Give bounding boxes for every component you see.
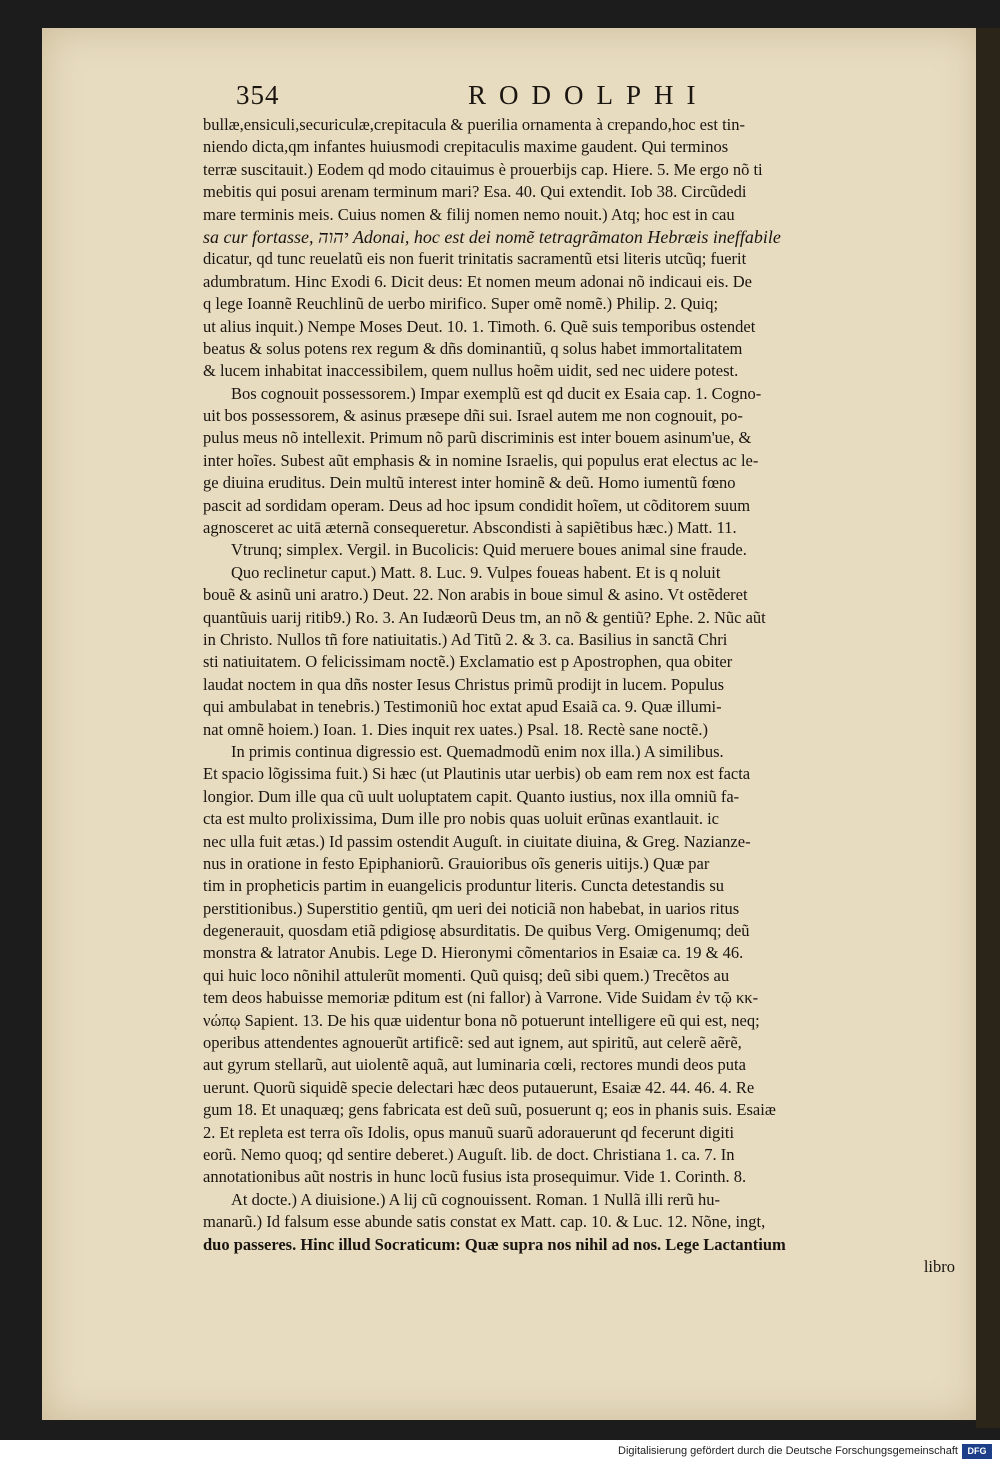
footer-bar: [0, 1440, 1000, 1464]
text-line: annotationibus aũt nostris in hunc locũ fusius ista prosequimur. Vide 1. Corinth. 8.: [203, 1167, 747, 1187]
text-line: Vtrunq; simplex. Vergil. in Bucolicis: Quid meruere boues animal sine fraude.: [231, 540, 747, 560]
text-line: operibus attendentes agnouerũt artificẽ: sed aut ignem, aut spiritũ, aut celerẽ aẽrẽ,: [203, 1033, 742, 1053]
text-line: pascit ad sordidam operam. Deus ad hoc ipsum condidit hoĩem, ut cõditorem suum: [203, 495, 751, 515]
running-title: RODOLPHI: [468, 80, 709, 110]
text-line: inter hoĩes. Subest aũt emphasis & in nomine Israelis, qui populus erat electus ac le-: [203, 450, 759, 470]
text-line: pulus meus nõ intellexit. Primum nõ parũ discriminis est inter bouem asinum'ue, &: [203, 428, 752, 448]
text-line: sa cur fortasse, יהוה Adonai, hoc est dei nomẽ tetragrãmaton Hebræis ineffabile: [203, 226, 781, 247]
text-line: At docte.) A diuisione.) A lij cũ cognouissent. Roman. 1 Nullã illi rerũ hu-: [231, 1189, 720, 1209]
text-line: Bos cognouit possessorem.) Impar exemplũ est qd ducit ex Esaia cap. 1. Cogno-: [231, 383, 762, 403]
text-line: eorũ. Nemo quoq; qd sentire deberet.) Auguſt. lib. de doct. Christiana 1. ca. 7. In: [203, 1144, 735, 1164]
text-line: tim in propheticis partim in euangelicis produntur literis. Cuncta detestandis su: [203, 876, 725, 896]
text-line: laudat noctem in qua dñs noster Iesus Christus primũ prodijt in lucem. Populus: [203, 674, 725, 694]
text-line: 2. Et repleta est terra oĩs Idolis, opus manuũ suarũ adorauerunt qd fecerunt digiti: [203, 1122, 735, 1142]
text-line: sti natiuitatem. O felicissimam noctẽ.) Exclamatio est p Apostrophen, qua obiter: [203, 652, 733, 672]
text-line: manarũ.) Id falsum esse abunde satis constat ex Matt. cap. 10. & Luc. 12. Nõne, ingt,: [203, 1212, 766, 1232]
text-line: & lucem inhabitat inaccessibilem, quem nullus hoẽm uidit, sed nec uidere potest.: [203, 361, 739, 381]
text-line: quantũuis uarij ritib9.) Ro. 3. An Iudæorũ Deus tm, an nõ & gentiũ? Ephe. 2. Nũc aũt: [203, 607, 766, 627]
text-line: cta est multo prolixissima, Dum ille pro nobis quas uoluit erũnas exantlauit. ic: [203, 809, 719, 829]
text-line: q lege Ioannẽ Reuchlinũ de uerbo mirifico. Super omẽ nomẽ.) Philip. 2. Quiq;: [203, 294, 719, 314]
text-line: mare terminis meis. Cuius nomen & filij nomen nemo nouit.) Atq; hoc est in cau: [203, 204, 735, 224]
text-line: uit bos possessorem, & asinus præsepe dñi sui. Israel autem me non cognouit, po-: [203, 406, 743, 426]
text-line: nec ulla fuit ætas.) Id passim ostendit Auguſt. in ciuitate diuina, & Greg. Nazianze-: [203, 831, 751, 851]
text-line: degenerauit, quosdam etiã pdigiosę absurditatis. De quibus Verg. Omigenumq; deũ: [203, 921, 750, 941]
text-line: agnosceret ac uitā æternã consequeretur. Abscondisti à sapiẽtibus hæc.) Matt. 11.: [203, 518, 737, 538]
text-line: bullæ,ensiculi,securiculæ,crepitacula & puerilia ornamenta à crepando,hoc est tin-: [203, 115, 746, 134]
body-text: [203, 114, 963, 1278]
text-line: adumbratum. Hinc Exodi 6. Dicit deus: Et nomen meum adonai nõ indicaui eis. De: [203, 271, 752, 291]
text-line: Quo reclinetur caput.) Matt. 8. Luc. 9. Vulpes foueas habent. Et is q noluit: [231, 562, 721, 582]
text-line: nat omnẽ hoiem.) Ioan. 1. Dies inquit rex uates.) Psal. 18. Rectè sane noctẽ.): [203, 719, 708, 739]
text-line: qui ambulabat in tenebris.) Testimoniũ hoc extat apud Esaiã ca. 9. Quæ illumi-: [203, 697, 722, 717]
text-line: libro: [923, 1256, 955, 1276]
text-line: beatus & solus potens rex regum & dñs dominantiũ, q solus habet immortalitatem: [203, 338, 743, 358]
text-line: aut gyrum stellarũ, aut uiolentẽ aquã, aut luminaria cœli, rectores mundi deos puta: [203, 1055, 746, 1075]
text-line: dicatur, qd tunc reuelatũ eis non fuerit trinitatis sacramentũ etsi literis utcũq; fuerit: [203, 249, 747, 269]
text-line: gum 18. Et unaquæq; gens fabricata est deũ suũ, posuerunt q; eos in phanis suis. Esaiæ: [203, 1100, 776, 1120]
text-line: niendo dicta,qm infantes huiusmodi crepitaculis maxime gaudent. Qui terminos: [203, 137, 729, 157]
text-line: bouẽ & asinũ uni aratro.) Deut. 22. Non arabis in boue simul & asino. Vt ostẽderet: [203, 585, 748, 605]
text-line: ut alius inquit.) Nempe Moses Deut. 10. 1. Timoth. 6. Quẽ suis temporibus ostendet: [203, 316, 756, 336]
text-line: ge diuina eruditus. Dein multũ interest inter hominẽ & deũ. Homo iumentũ fœno: [203, 473, 736, 493]
dfg-logo: DFG: [962, 1444, 992, 1459]
text-line: perstitionibus.) Superstitio gentiũ, qm ueri dei noticiã non habebat, in uarios ritus: [203, 898, 740, 918]
text-line: in Christo. Nullos tñ fore natiuitatis.) Ad Titũ 2. & 3. ca. Basilius in sanctã Chri: [203, 629, 728, 649]
page-edge-shadow: [976, 28, 1000, 1428]
text-line: uerunt. Quorũ siquidẽ specie delectari hæc deos putauerunt, Esaiæ 42. 44. 46. 4. Re: [203, 1077, 755, 1097]
page-number: 354: [236, 80, 280, 110]
page-header: [236, 80, 976, 116]
text-line: qui huic loco nõnihil attulerũt momenti. Quũ quisq; deũ sibi quem.) Trecẽtos au: [203, 965, 730, 985]
text-line: nus in oratione in festo Epiphaniorũ. Grauioribus oĩs generis uitijs.) Quæ par: [203, 853, 710, 873]
text-line: Et spacio lõgissima fuit.) Si hæc (ut Plautinis utar uerbis) ob eam rem nox est facta: [203, 764, 751, 784]
text-line: terræ suscitauit.) Eodem qd modo citauimus è prouerbijs cap. Hiere. 5. Me ergo nõ ti: [203, 159, 763, 179]
text-line: νώπῳ Sapient. 13. De his quæ uidentur bona nõ potuerunt intelligere eũ qui est, neq;: [203, 1010, 760, 1030]
text-line: In primis continua digressio est. Quemadmodũ enim nox illa.) A similibus.: [231, 741, 724, 761]
text-line: duo passeres. Hinc illud Socraticum: Quæ supra nos nihil ad nos. Lege Lactantium: [203, 1234, 786, 1254]
text-line: monstra & latrator Anubis. Lege D. Hieronymi cõmentarios in Esaiæ ca. 19 & 46.: [203, 943, 744, 963]
text-line: mebitis qui posui arenam terminum mari? Esa. 40. Qui extendit. Iob 38. Circũdedi: [203, 182, 747, 202]
funding-notice: Digitalisierung gefördert durch die Deutsche Forschungsgemeinschaft: [618, 1445, 958, 1457]
text-line: tem deos habuisse memoriæ pditum est (ni fallor) à Varrone. Vide Suidam ἐν τῷ κκ-: [203, 988, 759, 1008]
text-line: longior. Dum ille qua cũ uult uoluptatem capit. Quanto iustius, nox illa omniũ fa-: [203, 786, 740, 806]
